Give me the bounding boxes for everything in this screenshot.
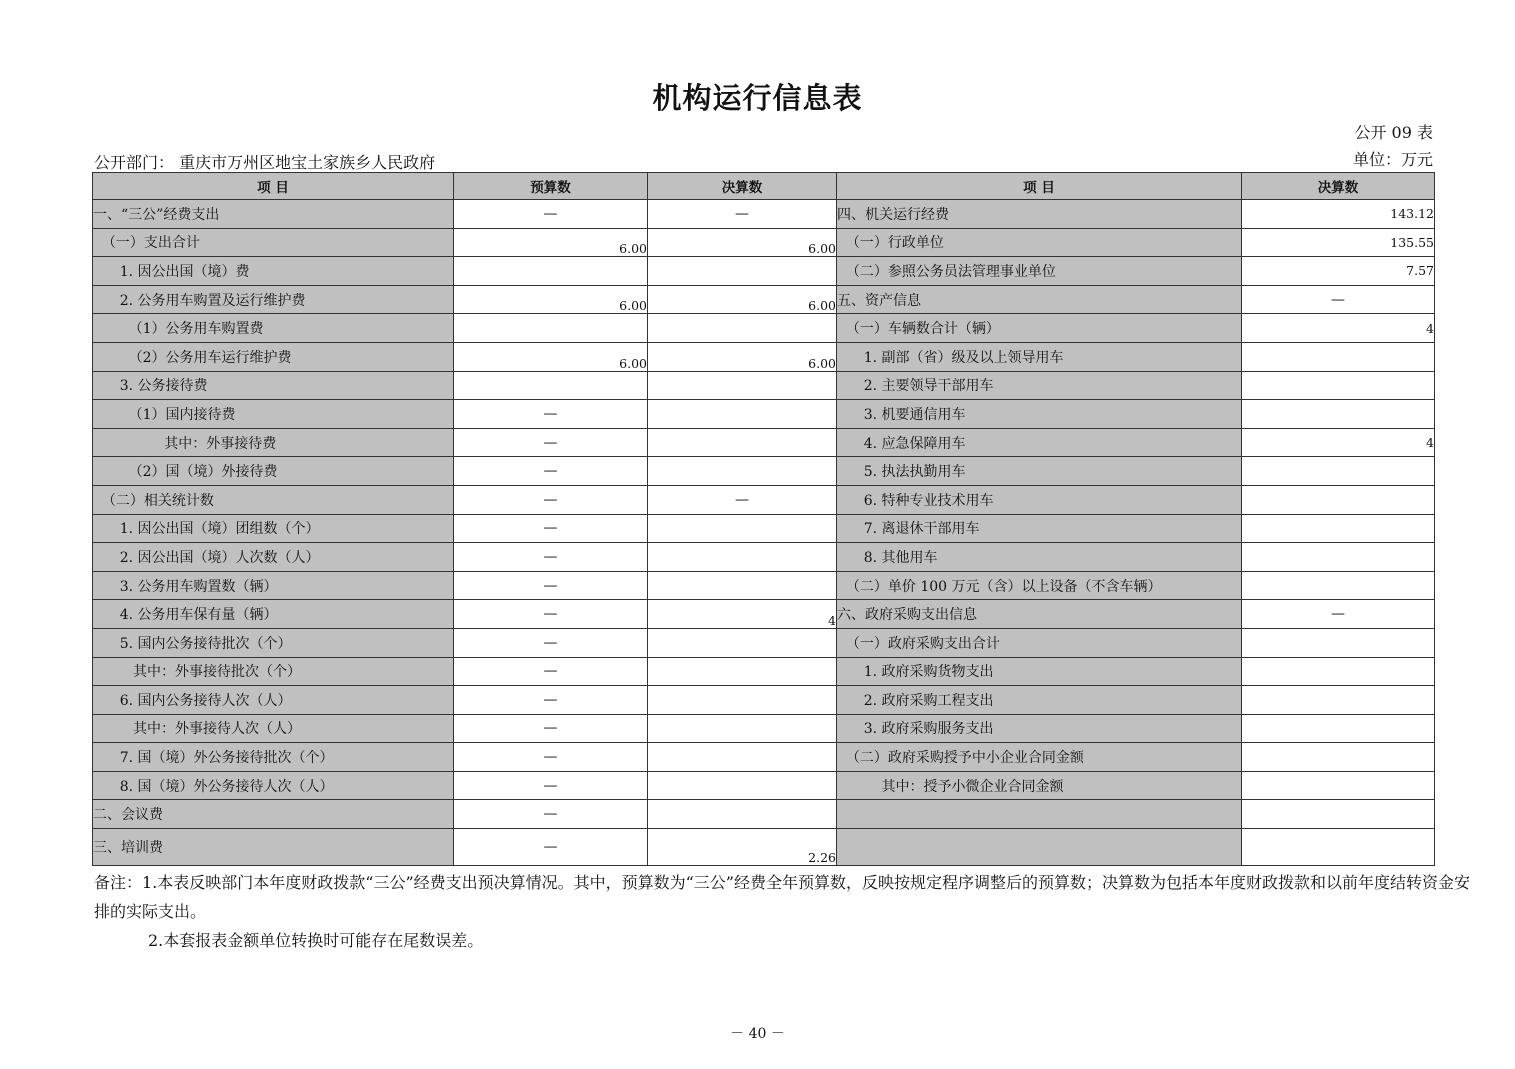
- row-final-value: —: [648, 200, 837, 229]
- row-right-final-value: [1242, 800, 1435, 829]
- row-left-item: （二）相关统计数: [93, 485, 454, 514]
- row-final-value: [648, 714, 837, 743]
- row-right-item: 7. 离退休干部用车: [837, 514, 1242, 543]
- row-right-item: 五、资产信息: [837, 285, 1242, 314]
- row-left-item: 其中：外事接待费: [93, 428, 454, 457]
- row-final-value: 6.00: [648, 342, 837, 371]
- row-right-item: （二）政府采购授予中小企业合同金额: [837, 743, 1242, 772]
- row-right-final-value: —: [1242, 600, 1435, 629]
- row-budget-value: —: [454, 628, 648, 657]
- form-number: 公开 09 表: [1354, 123, 1433, 142]
- row-left-item: 7. 国（境）外公务接待批次（个）: [93, 743, 454, 772]
- row-budget-value: 6.00: [454, 228, 648, 257]
- row-final-value: 6.00: [648, 228, 837, 257]
- row-right-final-value: 7.57: [1242, 257, 1435, 286]
- row-right-final-value: [1242, 371, 1435, 400]
- table-row: [93, 428, 1435, 457]
- table-row: [93, 485, 1435, 514]
- row-left-item: 1. 因公出国（境）费: [93, 257, 454, 286]
- table-row: [93, 543, 1435, 572]
- row-budget-value: —: [454, 400, 648, 429]
- row-right-final-value: 143.12: [1242, 200, 1435, 229]
- row-right-item: 6. 特种专业技术用车: [837, 485, 1242, 514]
- row-final-value: [648, 543, 837, 572]
- row-right-final-value: [1242, 400, 1435, 429]
- row-right-item: 其中：授予小微企业合同金额: [837, 771, 1242, 800]
- row-right-item: 8. 其他用车: [837, 543, 1242, 572]
- row-right-final-value: [1242, 514, 1435, 543]
- row-final-value: —: [648, 485, 837, 514]
- row-budget-value: —: [454, 543, 648, 572]
- table-row: [93, 400, 1435, 429]
- row-budget-value: —: [454, 686, 648, 715]
- row-right-final-value: [1242, 342, 1435, 371]
- header-item-right: 项 目: [837, 173, 1242, 200]
- row-budget-value: —: [454, 714, 648, 743]
- row-right-final-value: 4: [1242, 428, 1435, 457]
- table-row: [93, 657, 1435, 686]
- table-row: [93, 314, 1435, 343]
- table-row: [93, 600, 1435, 629]
- row-budget-value: —: [454, 514, 648, 543]
- row-left-item: 3. 公务接待费: [93, 371, 454, 400]
- row-final-value: [648, 314, 837, 343]
- row-left-item: 3. 公务用车购置数（辆）: [93, 571, 454, 600]
- row-right-final-value: [1242, 628, 1435, 657]
- row-right-item: 1. 副部（省）级及以上领导用车: [837, 342, 1242, 371]
- table-row: [93, 743, 1435, 772]
- row-right-item: 2. 主要领导干部用车: [837, 371, 1242, 400]
- row-final-value: [648, 743, 837, 772]
- row-right-item: 5. 执法执勤用车: [837, 457, 1242, 486]
- row-right-item: 六、政府采购支出信息: [837, 600, 1242, 629]
- table-row: [93, 371, 1435, 400]
- table-row: [93, 228, 1435, 257]
- row-left-item: 4. 公务用车保有量（辆）: [93, 600, 454, 629]
- row-budget-value: —: [454, 485, 648, 514]
- table-row: [93, 200, 1435, 229]
- row-budget-value: [454, 371, 648, 400]
- row-right-final-value: 4: [1242, 314, 1435, 343]
- row-left-item: 1. 因公出国（境）团组数（个）: [93, 514, 454, 543]
- row-final-value: [648, 371, 837, 400]
- row-right-final-value: [1242, 657, 1435, 686]
- row-right-item: [837, 829, 1242, 866]
- table-row: [93, 714, 1435, 743]
- row-final-value: [648, 428, 837, 457]
- row-right-final-value: [1242, 457, 1435, 486]
- row-left-item: 其中：外事接待人次（人）: [93, 714, 454, 743]
- row-left-item: （1）国内接待费: [93, 400, 454, 429]
- row-budget-value: —: [454, 743, 648, 772]
- table-row: [93, 285, 1435, 314]
- row-right-final-value: [1242, 571, 1435, 600]
- row-right-item: [837, 800, 1242, 829]
- page-number: － 40 －: [730, 1026, 785, 1042]
- row-budget-value: —: [454, 428, 648, 457]
- table-row: [93, 800, 1435, 829]
- row-final-value: [648, 400, 837, 429]
- row-right-final-value: 135.55: [1242, 228, 1435, 257]
- row-right-item: 3. 政府采购服务支出: [837, 714, 1242, 743]
- row-final-value: 6.00: [648, 285, 837, 314]
- row-right-item: 3. 机要通信用车: [837, 400, 1242, 429]
- row-final-value: 2.26: [648, 829, 837, 866]
- row-right-final-value: [1242, 714, 1435, 743]
- row-left-item: 2. 公务用车购置及运行维护费: [93, 285, 454, 314]
- row-left-item: 6. 国内公务接待人次（人）: [93, 686, 454, 715]
- row-left-item: 二、会议费: [93, 800, 454, 829]
- row-right-final-value: [1242, 829, 1435, 866]
- row-budget-value: 6.00: [454, 285, 648, 314]
- row-budget-value: —: [454, 771, 648, 800]
- row-right-item: （二）参照公务员法管理事业单位: [837, 257, 1242, 286]
- table-row: [93, 686, 1435, 715]
- row-final-value: [648, 800, 837, 829]
- info-table: [92, 172, 1435, 866]
- row-budget-value: 6.00: [454, 342, 648, 371]
- page-title: 机构运行信息表: [652, 81, 863, 115]
- row-right-item: （一）政府采购支出合计: [837, 628, 1242, 657]
- row-final-value: [648, 571, 837, 600]
- row-final-value: [648, 257, 837, 286]
- row-final-value: [648, 457, 837, 486]
- row-final-value: 4: [648, 600, 837, 629]
- row-right-item: （一）行政单位: [837, 228, 1242, 257]
- row-budget-value: [454, 257, 648, 286]
- row-budget-value: —: [454, 657, 648, 686]
- table-header-row: [93, 173, 1435, 200]
- row-left-item: （一）支出合计: [93, 228, 454, 257]
- table-row: [93, 628, 1435, 657]
- row-budget-value: —: [454, 571, 648, 600]
- row-budget-value: —: [454, 200, 648, 229]
- row-final-value: [648, 628, 837, 657]
- row-right-final-value: —: [1242, 285, 1435, 314]
- table-body: [93, 200, 1435, 866]
- row-right-item: 2. 政府采购工程支出: [837, 686, 1242, 715]
- table-row: [93, 342, 1435, 371]
- row-left-item: （2）国（境）外接待费: [93, 457, 454, 486]
- row-final-value: [648, 771, 837, 800]
- row-right-item: 4. 应急保障用车: [837, 428, 1242, 457]
- row-budget-value: —: [454, 457, 648, 486]
- row-budget-value: [454, 314, 648, 343]
- row-budget-value: —: [454, 600, 648, 629]
- row-right-item: （一）车辆数合计（辆）: [837, 314, 1242, 343]
- row-right-item: 1. 政府采购货物支出: [837, 657, 1242, 686]
- unit-label: 单位：万元: [1352, 150, 1433, 169]
- note-2: 2.本套报表金额单位转换时可能存在尾数误差。: [148, 931, 484, 950]
- row-left-item: 5. 国内公务接待批次（个）: [93, 628, 454, 657]
- row-final-value: [648, 514, 837, 543]
- header-budget: 预算数: [454, 173, 648, 200]
- row-right-item: 四、机关运行经费: [837, 200, 1242, 229]
- row-right-final-value: [1242, 686, 1435, 715]
- row-left-item: （2）公务用车运行维护费: [93, 342, 454, 371]
- row-final-value: [648, 657, 837, 686]
- note-1: 备注：1.本表反映部门本年度财政拨款“三公”经费支出预决算情况。其中，预算数为“三公”经费全年预算数，反映按规定程序调整后的预算数；决算数为包括本年度财政拨款和以前年度结转资金安排的实际支出。: [94, 873, 1470, 921]
- row-right-final-value: [1242, 485, 1435, 514]
- row-final-value: [648, 686, 837, 715]
- table-row: [93, 771, 1435, 800]
- header-final-right: 决算数: [1242, 173, 1435, 200]
- row-left-item: 8. 国（境）外公务接待人次（人）: [93, 771, 454, 800]
- row-budget-value: —: [454, 829, 648, 866]
- table-row: [93, 257, 1435, 286]
- table-row: [93, 457, 1435, 486]
- department-label: 公开部门： 重庆市万州区地宝土家族乡人民政府: [94, 153, 436, 172]
- row-right-final-value: [1242, 771, 1435, 800]
- row-left-item: （1）公务用车购置费: [93, 314, 454, 343]
- row-left-item: 三、培训费: [93, 829, 454, 866]
- table-row: [93, 514, 1435, 543]
- header-final: 决算数: [648, 173, 837, 200]
- row-right-final-value: [1242, 543, 1435, 572]
- table-row: [93, 829, 1435, 866]
- row-left-item: 一、“三公”经费支出: [93, 200, 454, 229]
- row-right-final-value: [1242, 743, 1435, 772]
- row-budget-value: —: [454, 800, 648, 829]
- row-right-item: （二）单价 100 万元（含）以上设备（不含车辆）: [837, 571, 1242, 600]
- table-row: [93, 571, 1435, 600]
- header-item: 项 目: [93, 173, 454, 200]
- row-left-item: 其中：外事接待批次（个）: [93, 657, 454, 686]
- row-left-item: 2. 因公出国（境）人次数（人）: [93, 543, 454, 572]
